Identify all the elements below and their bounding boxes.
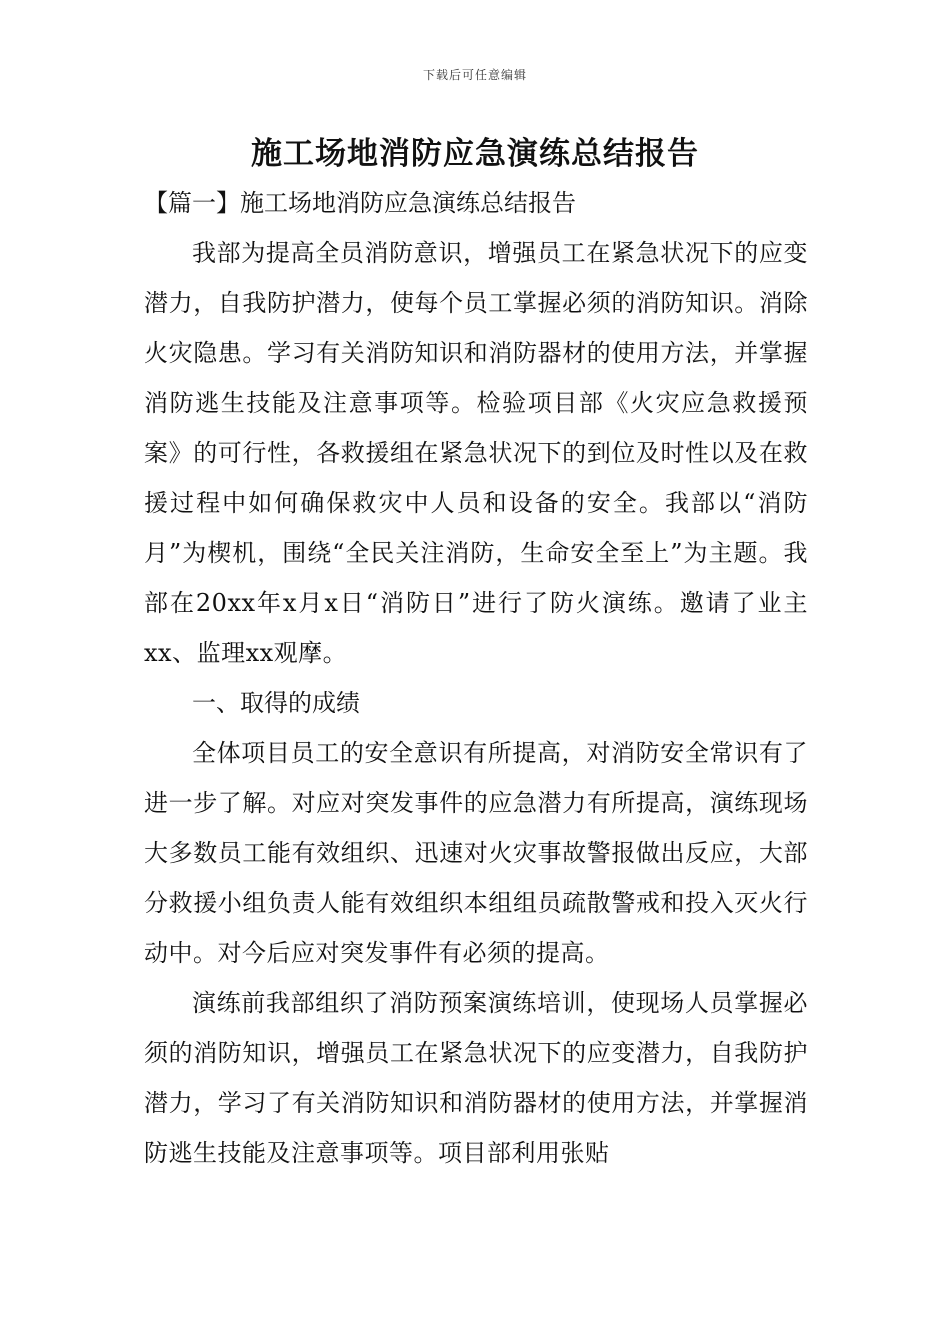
header-note: 下载后可任意编辑	[422, 68, 527, 82]
subheading-achievements: 一、取得的成绩	[192, 689, 360, 717]
paragraph-achievements: 全体项目员工的安全意识有所提高，对消防安全常识有了进一步了解。对应对突发事件的应急潜力有所提高，演练现场大多数员工能有效组织、迅速对火灾事故警报做出反应，大部分救援小组负责人能有效组织本组组员疏散警戒和投入灭火行动中。对今后应对突发事件有必须的提高。	[144, 739, 808, 967]
document-title: 施工场地消防应急演练总结报告	[251, 136, 699, 172]
paragraph-training: 演练前我部组织了消防预案演练培训，使现场人员掌握必须的消防知识，增强员工在紧急状况下的应变潜力，自我防护潜力，学习了有关消防知识和消防器材的使用方法，并掌握消防逃生技能及注意事项等。项目部利用张贴	[144, 989, 808, 1167]
document-body	[144, 178, 808, 1178]
section-heading: 【篇一】施工场地消防应急演练总结报告	[144, 189, 576, 217]
paragraph-intro: 我部为提高全员消防意识，增强员工在紧急状况下的应变潜力，自我防护潜力，使每个员工掌握必须的消防知识。消除火灾隐患。学习有关消防知识和消防器材的使用方法，并掌握消防逃生技能及注意事项等。检验项目部《火灾应急救援预案》的可行性，各救援组在紧急状况下的到位及时性以及在救援过程中如何确保救灾中人员和设备的安全。我部以“消防月”为楔机，围绕“全民关注消防，生命安全至上”为主题。我部在20xx年x月x日“消防日”进行了防火演练。邀请了业主xx、监理xx观摩。	[144, 239, 808, 667]
